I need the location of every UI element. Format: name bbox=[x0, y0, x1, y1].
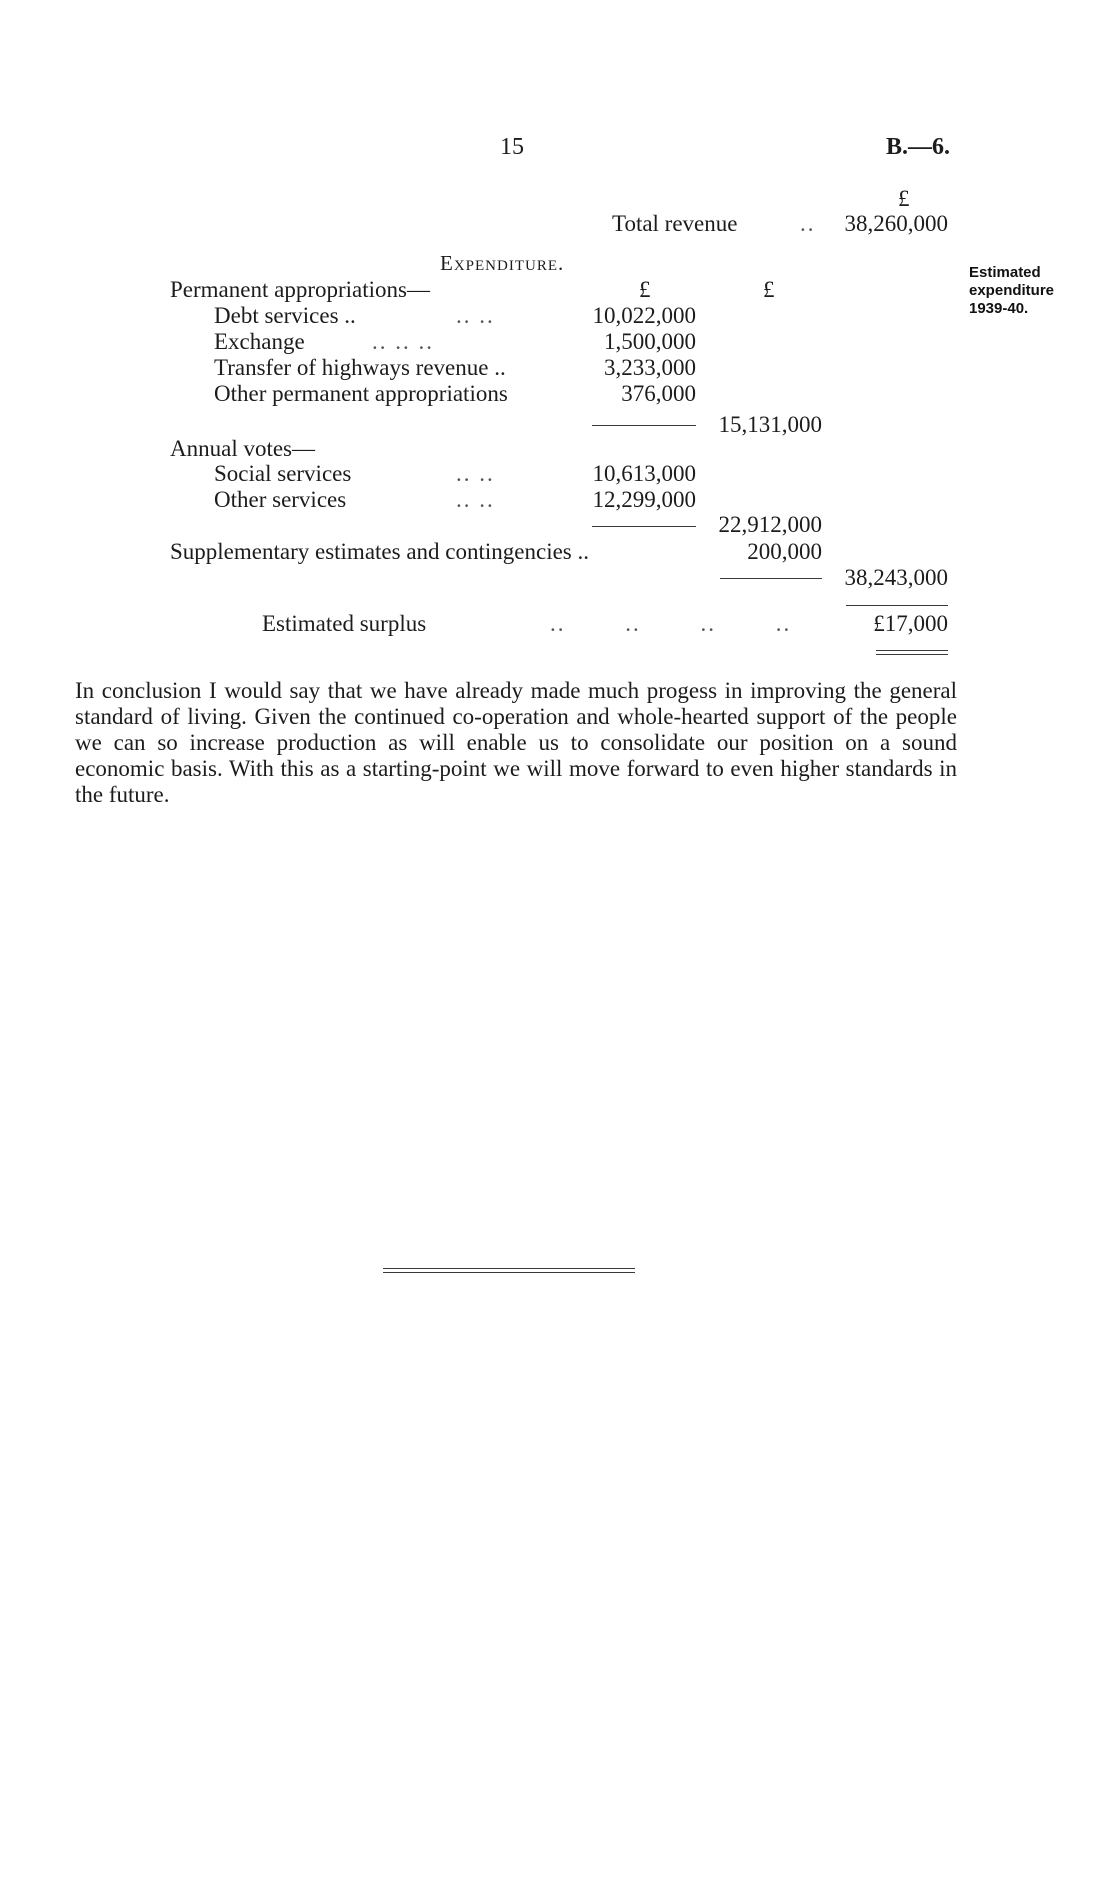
estimated-surplus-label: Estimated surplus bbox=[262, 611, 427, 636]
total-expenditure: 38,243,000 bbox=[844, 565, 948, 590]
surplus-double-rule-bottom bbox=[876, 654, 948, 655]
document-reference: B.—6. bbox=[886, 134, 951, 160]
item-amount: 376,000 bbox=[621, 381, 696, 406]
revenue-leader: .. bbox=[800, 211, 816, 236]
item-label: Debt services .. bbox=[214, 303, 356, 328]
item-amount: 10,022,000 bbox=[592, 303, 696, 328]
surplus-double-rule-top bbox=[876, 650, 948, 651]
item-amount: 3,233,000 bbox=[604, 355, 696, 380]
total-revenue-amount: 38,260,000 bbox=[844, 211, 948, 236]
margin-note-line-1: Estimated bbox=[969, 264, 1041, 281]
surplus-leader: .. .. .. .. bbox=[550, 611, 792, 636]
item-amount: 1,500,000 bbox=[604, 329, 696, 354]
permanent-appropriations-label: Permanent appropriations— bbox=[170, 277, 430, 302]
total-underline bbox=[846, 605, 948, 606]
closing-rule-second bbox=[383, 1272, 635, 1273]
margin-note-line-2: expenditure bbox=[969, 282, 1055, 299]
item-label: Other permanent appropriations bbox=[214, 381, 508, 406]
item-leader: .. .. .. bbox=[372, 329, 434, 354]
permanent-subtotal: 15,131,000 bbox=[718, 412, 822, 437]
item-label: Transfer of highways revenue .. bbox=[214, 355, 506, 380]
total-rule bbox=[720, 578, 822, 579]
supplementary-amount: 200,000 bbox=[747, 539, 822, 564]
estimated-surplus-amount: £17,000 bbox=[873, 611, 948, 636]
margin-note-line-3: 1939-40. bbox=[969, 300, 1029, 317]
column-currency-1: £ bbox=[639, 277, 651, 302]
item-leader: .. .. bbox=[456, 487, 495, 512]
supplementary-label: Supplementary estimates and contingencies .. bbox=[170, 539, 589, 564]
closing-rule bbox=[383, 1268, 635, 1269]
column-currency-2: £ bbox=[763, 277, 775, 302]
page-number: 15 bbox=[500, 134, 524, 160]
revenue-currency: £ bbox=[898, 186, 910, 211]
conclusion-paragraph: In conclusion I would say that we have already made much progess in improving the general standard of living. Given the continued co-operation and whole-hearted support of the people we can so increase production as will enable us to consolidate our position on a sound economic basis. With this as a starting-point we will move forward to even higher standards in the future. bbox=[75, 678, 957, 807]
total-revenue-label: Total revenue bbox=[612, 211, 738, 236]
item-label: Exchange bbox=[214, 329, 305, 354]
item-leader: .. .. bbox=[456, 461, 495, 486]
item-label: Other services bbox=[214, 487, 347, 512]
expenditure-heading: Expenditure. bbox=[440, 251, 565, 275]
annual-votes-label: Annual votes— bbox=[170, 436, 316, 461]
item-amount: 12,299,000 bbox=[592, 487, 696, 512]
margin-note bbox=[969, 264, 1054, 318]
item-leader: .. .. bbox=[456, 303, 495, 328]
annual-subtotal: 22,912,000 bbox=[718, 512, 822, 537]
item-label: Social services bbox=[214, 461, 352, 486]
item-amount: 10,613,000 bbox=[592, 461, 696, 486]
